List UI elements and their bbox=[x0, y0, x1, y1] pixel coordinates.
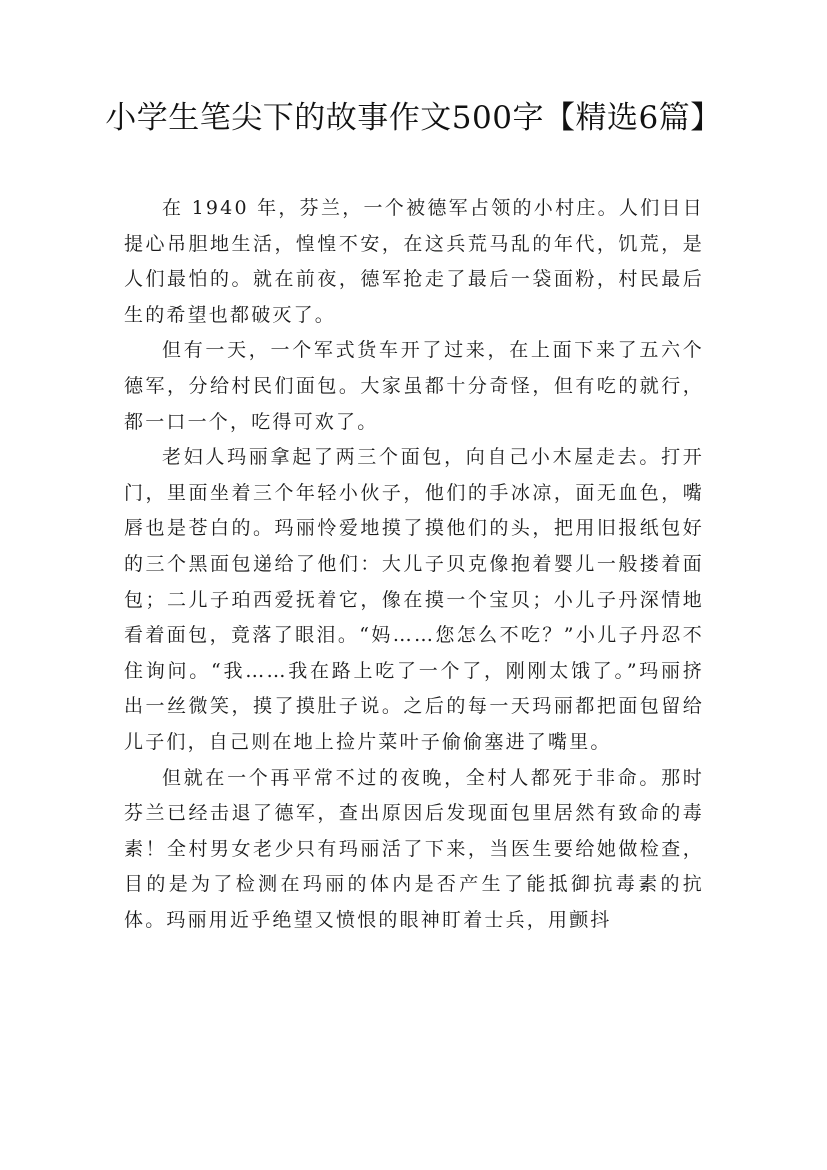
paragraph-3: 老妇人玛丽拿起了两三个面包，向自己小木屋走去。打开门，里面坐着三个年轻小伙子，他们的手冰凉，面无血色，嘴唇也是苍白的。玛丽怜爱地摸了摸他们的头，把用旧报纸包好的三个黑面包递给了他们：大儿子贝克像抱着婴儿一般搂着面包；二儿子珀西爱抚着它，像在摸一个宝贝；小儿子丹深情地看着面包，竟落了眼泪。“妈……您怎么不吃？”小儿子丹忍不住询问。“我……我在路上吃了一个了，刚刚太饿了。”玛丽挤出一丝微笑，摸了摸肚子说。之后的每一天玛丽都把面包留给儿子们，自己则在地上捡片菜叶子偷偷塞进了嘴里。 bbox=[124, 446, 704, 753]
document-title: 小学生笔尖下的故事作文500字【精选6篇】 bbox=[105, 100, 722, 136]
document-body bbox=[124, 191, 704, 938]
paragraph-2: 但有一天，一个军式货车开了过来，在上面下来了五六个德军，分给村民们面包。大家虽都十分奇怪，但有吃的就行，都一口一个，吃得可欢了。 bbox=[124, 339, 704, 433]
paragraph-4: 但就在一个再平常不过的夜晚，全村人都死于非命。那时芬兰已经击退了德军，查出原因后发现面包里居然有致命的毒素！全村男女老少只有玛丽活了下来，当医生要给她做检查，目的是为了检测在玛丽的体内是否产生了能抵御抗毒素的抗体。玛丽用近乎绝望又愤恨的眼神盯着士兵，用颤抖 bbox=[124, 766, 704, 931]
paragraph-1: 在 1940 年，芬兰，一个被德军占领的小村庄。人们日日提心吊胆地生活，惶惶不安，在这兵荒马乱的年代，饥荒，是人们最怕的。就在前夜，德军抢走了最后一袋面粉，村民最后生的希望也都破灭了。 bbox=[124, 197, 704, 326]
